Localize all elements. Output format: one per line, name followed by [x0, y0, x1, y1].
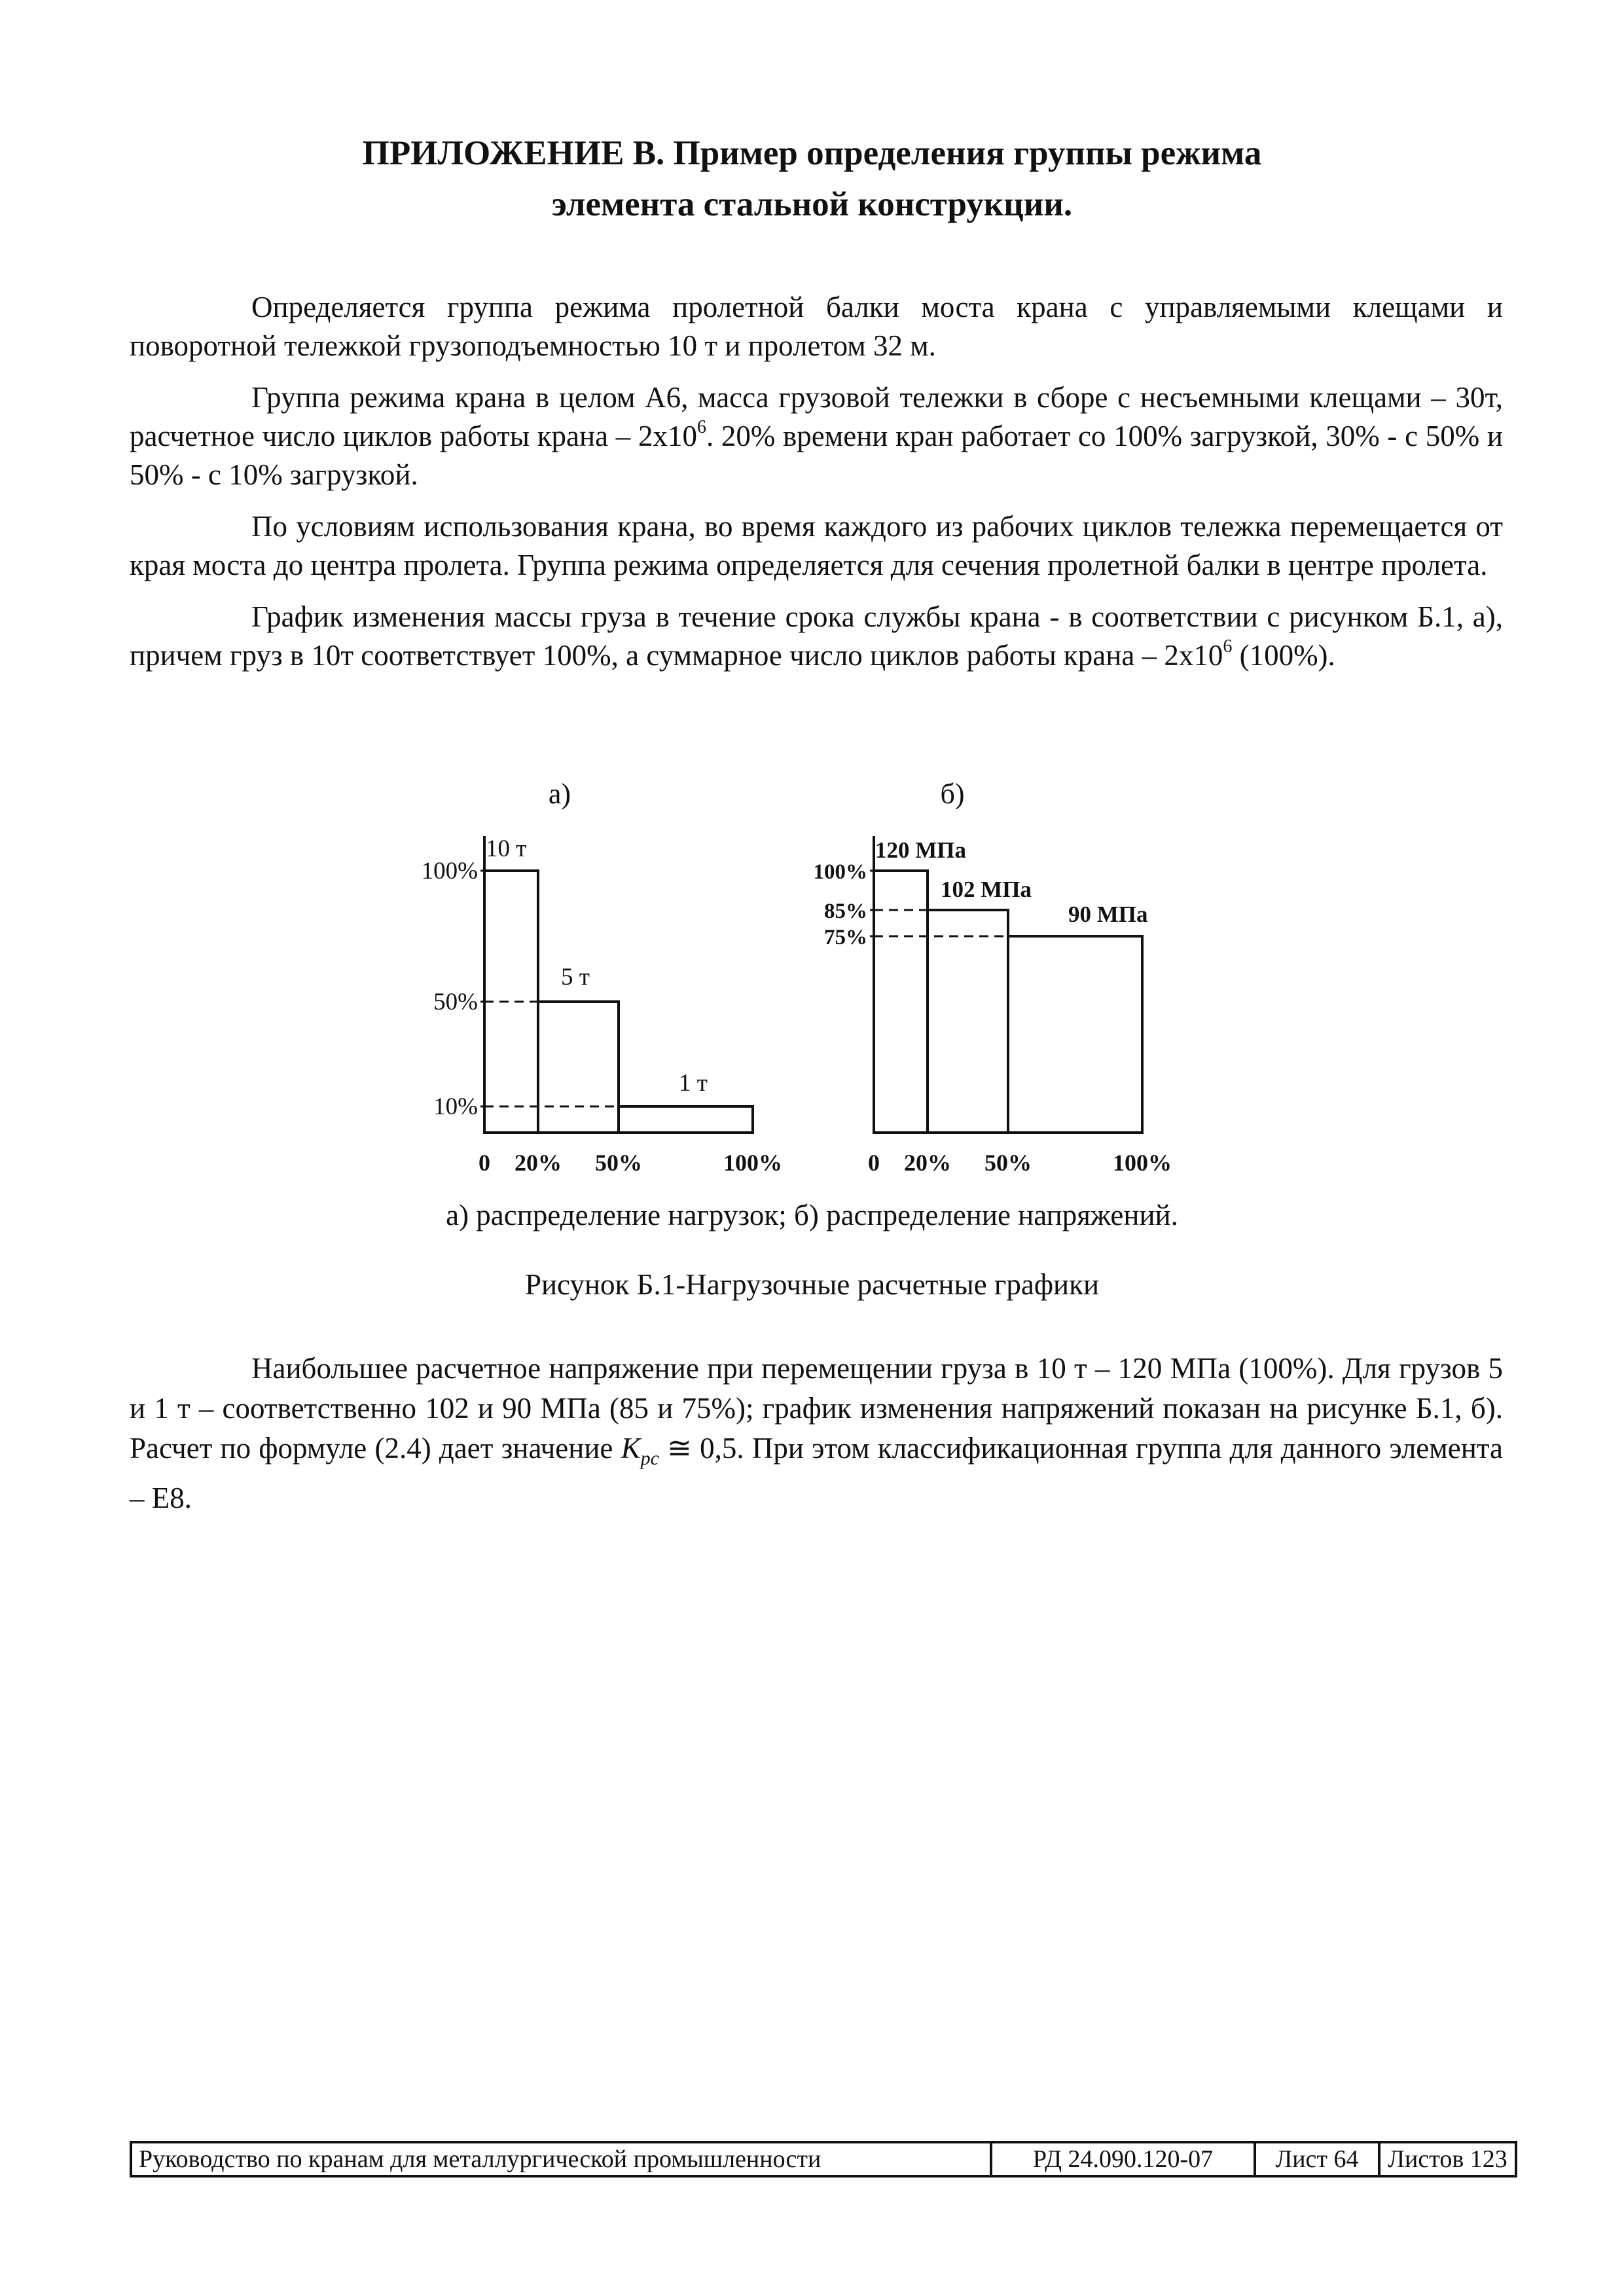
figure-caption: Рисунок Б.1-Нагрузочные расчетные графики [524, 1268, 1100, 1301]
title-line-2: элемента стальной конструкции. [551, 185, 1073, 223]
kpc-symbol: $K_{рс}$ [621, 1432, 659, 1469]
footer-stamp [130, 2141, 1517, 2178]
x-tick-label: 0 [478, 1150, 490, 1176]
bar [619, 1106, 753, 1133]
result-paragraph-block [130, 1349, 1503, 1518]
bar-label: 1 т [679, 1070, 708, 1097]
y-tick-label: 100% [421, 858, 478, 884]
y-tick-label: 100% [813, 860, 867, 884]
bar-label: 90 МПа [1068, 902, 1148, 927]
footer-doc-title: Руководство по кранам для металлургической промышленности [139, 2145, 821, 2173]
chart-title: б) [940, 778, 965, 810]
x-tick-label: 20% [904, 1150, 951, 1176]
x-tick-label: 100% [1113, 1150, 1172, 1176]
bar [1008, 936, 1142, 1133]
paragraph-2: Группа режима крана в целом А6, масса грузовой тележки в сборе с несъемными клещами – 30т, расчетное число циклов работы крана – $2x10^6$. 20% времени кран работает со 100% загрузкой, 30% - с 50% и 50% - с 10% загрузкой. [130, 381, 1503, 491]
y-tick-label: 75% [824, 926, 867, 949]
title-line-1: ПРИЛОЖЕНИЕ В. Пример определения группы режима [362, 134, 1262, 172]
x-tick-label: 100% [723, 1150, 782, 1176]
x-tick-label: 20% [514, 1150, 562, 1176]
x-tick-label: 50% [984, 1150, 1032, 1176]
exponent: 6 [1223, 636, 1233, 657]
bar [538, 1002, 619, 1133]
y-tick-label: 50% [433, 989, 478, 1015]
bar-label: 120 МПа [875, 837, 967, 863]
exponent: 6 [696, 417, 706, 437]
paragraph-1: Определяется группа режима пролетной балки моста крана с управляемыми клещами и поворотной тележкой грузоподъемностью 10 т и пролетом 32 м. [130, 291, 1503, 362]
x-tick-label: 0 [868, 1150, 880, 1176]
figure-legend: а) распределение нагрузок; б) распределение напряжений. [446, 1199, 1178, 1231]
intro-paragraphs [130, 288, 1503, 688]
bar-label: 102 МПа [941, 877, 1032, 902]
chart-title: а) [548, 778, 571, 810]
chart-a-svg [393, 776, 812, 1195]
y-tick-label: 85% [824, 900, 867, 923]
footer-sheet: Лист 64 [1254, 2143, 1378, 2175]
footer-sheets-total: Листов 123 [1378, 2143, 1515, 2175]
bar-label: 5 т [561, 964, 590, 991]
chart-stress-distribution [782, 776, 1201, 1195]
chart-b-svg [782, 776, 1201, 1195]
paragraph-4: График изменения массы груза в течение срока службы крана - в соответствии с рисунком Б.1, а), причем груз в 10т соответствует 100%, а суммарное число циклов работы крана – $2x10^6$ (100%). [130, 600, 1503, 672]
chart-load-distribution [393, 776, 812, 1195]
bar [928, 910, 1008, 1133]
bar-label: 10 т [486, 835, 527, 862]
y-tick-label: 10% [433, 1093, 478, 1120]
paragraph-3: По условиям использования крана, во время каждого из рабочих циклов тележка перемещается от края моста до центра пролета. Группа режима определяется для сечения пролетной балки в центре пролета. [130, 510, 1503, 581]
result-paragraph: Наибольшее расчетное напряжение при перемещении груза в 10 т – 120 МПа (100%). Для грузов 5 и 1 т – соответственно 102 и 90 МПа (85 и 75%); график изменения напряжений показан на рисунке Б.1, б). Расчет по формуле (2.4) дает значение $K_{рс}$ ≅ 0,5. При этом классификационная группа для данного элемента – Е8. [130, 1352, 1503, 1514]
footer-doc-code: РД 24.090.120-07 [990, 2143, 1254, 2175]
x-tick-label: 50% [595, 1150, 642, 1176]
page-title [0, 128, 1624, 230]
